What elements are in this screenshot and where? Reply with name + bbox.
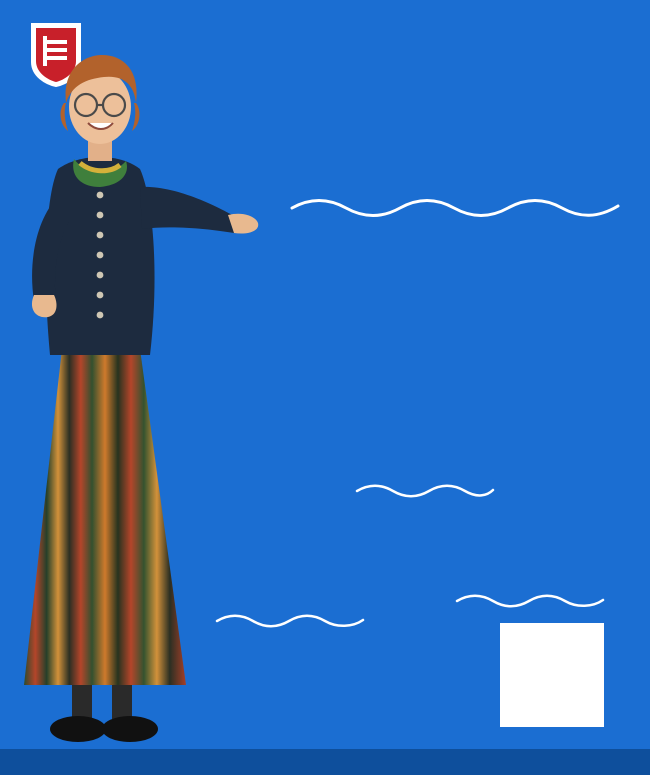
top-stripe-band — [0, 0, 650, 14]
qr-code-matrix — [507, 630, 597, 720]
squiggle-divider-a — [355, 482, 495, 498]
qr-code[interactable] — [500, 623, 604, 727]
squiggle-divider-main — [290, 196, 620, 218]
squiggle-divider-c — [455, 592, 605, 608]
photo-caption — [0, 749, 650, 775]
photo-of-resident-riina — [0, 19, 270, 749]
